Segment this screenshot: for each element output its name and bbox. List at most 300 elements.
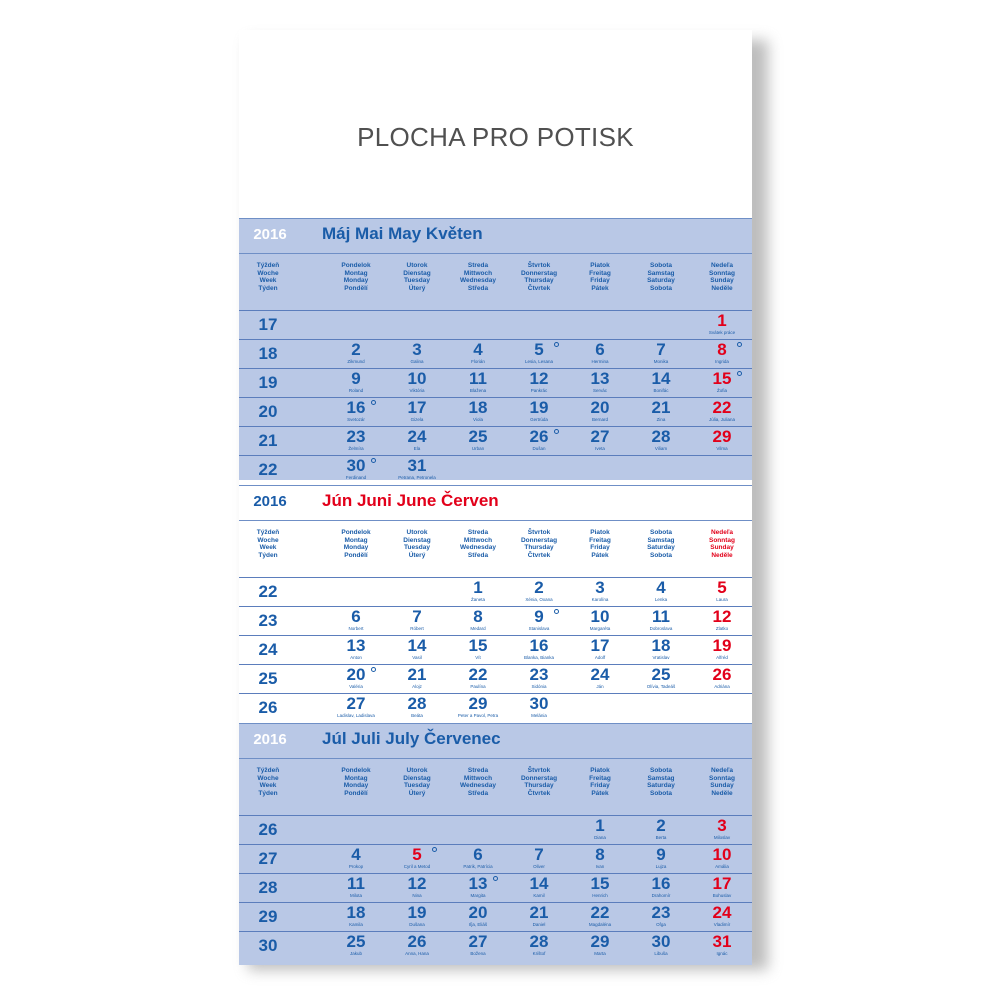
day-cell <box>575 874 636 900</box>
weekday-label: Piatok Freitag Friday Pátek <box>589 262 611 292</box>
day-cell <box>453 874 514 900</box>
day-cell <box>331 694 392 720</box>
day-cell <box>331 398 392 424</box>
day-number: 3 <box>717 816 727 835</box>
day-number: 13 <box>346 636 366 655</box>
name-day: Svetozár <box>347 417 365 422</box>
day-number: 15 <box>468 636 488 655</box>
week-number: 22 <box>258 460 278 479</box>
name-day: Ivan <box>595 864 605 869</box>
day-cell <box>697 665 758 691</box>
day-cell <box>575 578 636 604</box>
name-day: Lenka <box>654 597 668 602</box>
name-day: Ladislav, Ladislava <box>337 713 375 718</box>
day-cell <box>392 694 453 720</box>
day-number: 19 <box>712 636 732 655</box>
week-number: 21 <box>258 431 278 450</box>
day-number: 4 <box>656 578 666 597</box>
month-title-row <box>239 218 752 254</box>
day-number: 7 <box>412 607 422 626</box>
week-row <box>239 815 752 842</box>
name-day: Vasil <box>412 655 422 660</box>
day-number: 25 <box>468 427 488 446</box>
day-cell <box>453 694 514 720</box>
day-number: 20 <box>590 398 610 417</box>
day-number: 24 <box>407 427 427 446</box>
name-day: Vít <box>475 655 481 660</box>
name-day: Paulína <box>470 684 486 689</box>
day-cell <box>697 903 758 929</box>
month-year: 2016 <box>253 731 287 748</box>
print-area-label: PLOCHA PRO POTISK <box>357 122 634 152</box>
day-cell <box>514 932 575 958</box>
day-cell <box>575 932 636 958</box>
name-day: Gizela <box>410 417 424 422</box>
name-day: Laura <box>716 597 728 602</box>
day-cell <box>636 845 697 871</box>
day-cell <box>575 845 636 871</box>
day-number: 9 <box>656 845 666 864</box>
day-cell <box>575 398 636 424</box>
week-number: 30 <box>258 936 278 955</box>
name-day: Monika <box>653 359 669 364</box>
day-cell <box>453 636 514 662</box>
day-cell <box>697 340 758 366</box>
name-day: Ján <box>596 684 604 689</box>
name-day: Patrik, Patrícia <box>463 864 493 869</box>
day-cell <box>575 427 636 453</box>
week-row <box>239 844 752 871</box>
day-number: 30 <box>346 456 366 475</box>
day-number: 16 <box>529 636 549 655</box>
day-number: 5 <box>717 578 727 597</box>
week-label: Týždeň Woche Week Týden <box>256 767 280 797</box>
day-cell <box>514 398 575 424</box>
week-row <box>239 664 752 691</box>
day-cell <box>392 903 453 929</box>
weekday-label: Sobota Samstag Saturday Sobota <box>647 529 675 559</box>
name-day: Henrich <box>592 893 608 898</box>
day-number: 28 <box>407 694 427 713</box>
name-day: Cyril a Metod <box>403 864 431 869</box>
month-title: Júl Juli July Červenec <box>322 729 501 748</box>
name-day: Zikmund <box>347 359 365 364</box>
moon-phase-icon <box>554 342 559 347</box>
moon-phase-icon <box>371 458 376 463</box>
day-number: 2 <box>534 578 544 597</box>
day-number: 1 <box>473 578 483 597</box>
weekday-label: Piatok Freitag Friday Pátek <box>589 767 611 797</box>
day-number: 22 <box>590 903 610 922</box>
day-number: 6 <box>473 845 483 864</box>
day-number: 18 <box>468 398 488 417</box>
weekday-label: Utorok Dienstag Tuesday Úterý <box>403 529 431 559</box>
day-number: 21 <box>651 398 671 417</box>
day-cell <box>636 665 697 691</box>
day-number: 5 <box>412 845 422 864</box>
name-day: Karolína <box>591 597 609 602</box>
day-cell <box>453 932 514 958</box>
day-number: 27 <box>346 694 366 713</box>
day-cell <box>514 874 575 900</box>
day-cell <box>392 340 453 366</box>
day-number: 26 <box>712 665 732 684</box>
weekday-label: Nedeľa Sonntag Sunday Neděle <box>709 262 735 292</box>
day-number: 29 <box>712 427 732 446</box>
day-cell <box>575 816 636 842</box>
week-number: 29 <box>258 907 278 926</box>
day-cell <box>697 398 758 424</box>
weekday-label: Pondelok Montag Monday Pondělí <box>341 529 371 559</box>
day-number: 21 <box>529 903 549 922</box>
day-cell <box>453 665 514 691</box>
day-number: 27 <box>590 427 610 446</box>
day-cell <box>453 340 514 366</box>
week-row <box>239 902 752 929</box>
day-number: 10 <box>590 607 610 626</box>
week-label: Týždeň Woche Week Týden <box>256 262 280 292</box>
name-day: Kamila <box>349 922 363 927</box>
name-day: Dušan <box>532 446 546 451</box>
day-cell <box>514 369 575 395</box>
moon-phase-icon <box>737 371 742 376</box>
week-row <box>239 606 752 633</box>
day-cell <box>331 845 392 871</box>
name-day: Margita <box>470 893 486 898</box>
name-day: Sidónia <box>531 684 547 689</box>
name-day: Jakub <box>349 951 362 956</box>
day-cell <box>331 456 392 482</box>
day-number: 14 <box>529 874 549 893</box>
day-cell <box>697 427 758 453</box>
name-day: Ela <box>413 446 421 451</box>
name-day: Petrana, Petronela <box>398 475 436 480</box>
week-row <box>239 455 752 482</box>
day-cell <box>453 398 514 424</box>
day-number: 31 <box>712 932 732 951</box>
day-cell <box>453 903 514 929</box>
day-cell <box>697 932 758 958</box>
print-area <box>239 30 752 219</box>
day-number: 30 <box>651 932 671 951</box>
day-cell <box>697 607 758 633</box>
day-cell <box>575 636 636 662</box>
day-cell <box>453 427 514 453</box>
day-number: 7 <box>656 340 666 359</box>
name-day: Róbert <box>410 626 424 631</box>
day-cell <box>453 369 514 395</box>
name-day: Želmíra <box>348 446 364 451</box>
name-day: Zlatko <box>715 626 729 631</box>
week-row <box>239 577 752 604</box>
week-number: 20 <box>258 402 278 421</box>
day-number: 17 <box>590 636 610 655</box>
day-number: 19 <box>529 398 549 417</box>
day-cell <box>514 578 575 604</box>
day-number: 19 <box>407 903 427 922</box>
name-day: Medard <box>470 626 486 631</box>
day-number: 29 <box>468 694 488 713</box>
day-number: 25 <box>346 932 366 951</box>
week-label: Týždeň Woche Week Týden <box>256 529 280 559</box>
weekday-label: Pondelok Montag Monday Pondělí <box>341 262 371 292</box>
name-day: Miloslav <box>713 835 731 840</box>
name-day: Viktória <box>409 388 425 393</box>
day-cell <box>514 427 575 453</box>
name-day: Viola <box>473 417 483 422</box>
weekday-label: Utorok Dienstag Tuesday Úterý <box>403 767 431 797</box>
name-day: Gertrúda <box>530 417 548 422</box>
month-title: Jún Juni June Červen <box>322 491 499 510</box>
day-number: 16 <box>651 874 671 893</box>
day-cell <box>697 311 758 337</box>
day-cell <box>575 665 636 691</box>
day-cell <box>453 845 514 871</box>
week-row <box>239 426 752 453</box>
name-day: Dobroslava <box>649 626 673 631</box>
day-cell <box>514 903 575 929</box>
moon-phase-icon <box>371 400 376 405</box>
day-number: 24 <box>590 665 610 684</box>
day-cell <box>575 607 636 633</box>
weekday-label: Pondelok Montag Monday Pondělí <box>341 767 371 797</box>
name-day: Drahomír <box>651 893 671 898</box>
week-number: 28 <box>258 878 278 897</box>
moon-phase-icon <box>554 609 559 614</box>
day-number: 29 <box>590 932 610 951</box>
day-cell <box>453 607 514 633</box>
name-day: Ingrida <box>715 359 729 364</box>
day-number: 23 <box>651 903 671 922</box>
weekday-label: Štvrtok Donnerstag Thursday Čtvrtek <box>520 767 558 797</box>
day-number: 17 <box>407 398 427 417</box>
weekday-label: Štvrtok Donnerstag Thursday Čtvrtek <box>520 262 558 292</box>
day-number: 9 <box>534 607 544 626</box>
day-cell <box>697 816 758 842</box>
day-cell <box>697 636 758 662</box>
day-cell <box>636 340 697 366</box>
day-cell <box>697 845 758 871</box>
name-day: Valéria <box>349 684 363 689</box>
weekday-label: Sobota Samstag Saturday Sobota <box>647 767 675 797</box>
day-number: 18 <box>651 636 671 655</box>
day-cell <box>331 665 392 691</box>
moon-phase-icon <box>737 342 742 347</box>
day-cell <box>514 636 575 662</box>
day-cell <box>636 578 697 604</box>
day-cell <box>331 427 392 453</box>
day-cell <box>331 874 392 900</box>
weekday-label: Streda Mittwoch Wednesday Středa <box>459 262 496 292</box>
weekday-header <box>239 260 752 304</box>
day-number: 17 <box>712 874 732 893</box>
month-year: 2016 <box>253 493 287 510</box>
moon-phase-icon <box>432 847 437 852</box>
name-day: Alojz <box>412 684 422 689</box>
day-cell <box>392 607 453 633</box>
day-cell <box>636 932 697 958</box>
name-day: Amália <box>715 864 729 869</box>
month-block <box>239 485 752 717</box>
name-day: Dušana <box>409 922 425 927</box>
day-number: 11 <box>347 874 365 893</box>
name-day: Bohuslav <box>712 893 732 898</box>
name-day: Florián <box>471 359 485 364</box>
name-day: Milota <box>349 893 362 898</box>
weekday-label: Streda Mittwoch Wednesday Středa <box>459 529 496 559</box>
day-number: 26 <box>407 932 427 951</box>
name-day: Iľja, Eliáš <box>468 922 488 927</box>
day-number: 16 <box>346 398 366 417</box>
name-day: Hermina <box>591 359 609 364</box>
day-cell <box>636 903 697 929</box>
name-day: Nina <box>412 893 422 898</box>
name-day: Vratislav <box>652 655 670 660</box>
day-number: 25 <box>651 665 671 684</box>
day-number: 23 <box>529 665 549 684</box>
day-number: 30 <box>529 694 549 713</box>
name-day: Olívia, Tadeáš <box>646 684 676 689</box>
day-cell <box>392 427 453 453</box>
weekday-label: Utorok Dienstag Tuesday Úterý <box>403 262 431 292</box>
day-cell <box>514 694 575 720</box>
day-number: 13 <box>468 874 488 893</box>
day-cell <box>331 340 392 366</box>
weekday-label: Piatok Freitag Friday Pátek <box>589 529 611 559</box>
day-cell <box>392 932 453 958</box>
week-row <box>239 931 752 958</box>
name-day: Galina <box>410 359 424 364</box>
day-number: 15 <box>590 874 610 893</box>
week-number: 24 <box>258 640 278 659</box>
name-day: Žaneta <box>470 597 485 602</box>
name-day: Božena <box>470 951 486 956</box>
day-cell <box>636 636 697 662</box>
name-day: Krištof <box>532 951 546 956</box>
day-number: 1 <box>717 311 727 330</box>
name-day: Žofia <box>716 388 727 393</box>
name-day: Iveta <box>595 446 605 451</box>
day-number: 5 <box>534 340 544 359</box>
day-cell <box>331 369 392 395</box>
name-day: Urban <box>471 446 485 451</box>
day-number: 18 <box>346 903 366 922</box>
week-number: 23 <box>258 611 278 630</box>
name-day: Ignác <box>716 951 728 956</box>
day-number: 20 <box>346 665 366 684</box>
day-number: 13 <box>590 369 610 388</box>
day-cell <box>392 874 453 900</box>
week-number: 25 <box>258 669 278 688</box>
day-number: 12 <box>407 874 427 893</box>
day-cell <box>697 369 758 395</box>
week-number: 26 <box>258 698 278 717</box>
name-day: Magdaléna <box>588 922 612 927</box>
name-day: Anton <box>350 655 362 660</box>
day-cell <box>636 607 697 633</box>
day-number: 11 <box>652 607 670 626</box>
day-cell <box>575 340 636 366</box>
week-number: 19 <box>258 373 278 392</box>
name-day: Kamil <box>533 893 545 898</box>
day-cell <box>392 665 453 691</box>
weekday-label: Nedeľa Sonntag Sunday Neděle <box>709 529 735 559</box>
name-day: Oľga <box>656 922 666 927</box>
name-day: Servác <box>592 388 607 393</box>
day-cell <box>697 578 758 604</box>
day-number: 12 <box>529 369 549 388</box>
day-cell <box>514 607 575 633</box>
name-day: Adriána <box>714 684 730 689</box>
day-number: 8 <box>473 607 483 626</box>
name-day: Ferdinand <box>345 475 367 480</box>
moon-phase-icon <box>493 876 498 881</box>
name-day: Roland <box>348 388 364 393</box>
name-day: Viliam <box>654 446 668 451</box>
name-day: Pankrác <box>530 388 548 393</box>
day-number: 4 <box>473 340 483 359</box>
day-cell <box>514 845 575 871</box>
day-cell <box>392 369 453 395</box>
day-number: 2 <box>351 340 361 359</box>
day-number: 11 <box>469 369 487 388</box>
name-day: Vladimír <box>713 922 731 927</box>
month-title-row <box>239 723 752 759</box>
day-number: 8 <box>595 845 605 864</box>
name-day: Libuša <box>654 951 668 956</box>
day-number: 14 <box>407 636 427 655</box>
day-number: 20 <box>468 903 488 922</box>
day-number: 4 <box>351 845 361 864</box>
week-number: 17 <box>258 315 278 334</box>
week-row <box>239 635 752 662</box>
moon-phase-icon <box>554 429 559 434</box>
weekday-label: Sobota Samstag Saturday Sobota <box>647 262 675 292</box>
name-day: Peter a Pavol, Petra <box>457 713 499 718</box>
month-title-row <box>239 485 752 521</box>
week-row <box>239 339 752 366</box>
day-cell <box>636 369 697 395</box>
name-day: Stanislava <box>528 626 550 631</box>
day-cell <box>697 874 758 900</box>
week-row <box>239 310 752 337</box>
name-day: Júlia, Juliana <box>708 417 735 422</box>
month-block <box>239 218 752 480</box>
day-cell <box>331 903 392 929</box>
day-cell <box>453 578 514 604</box>
name-day: Svátek práce <box>708 330 736 335</box>
day-cell <box>392 398 453 424</box>
name-day: Blanka, Bianka <box>523 655 555 660</box>
day-number: 15 <box>712 369 732 388</box>
moon-phase-icon <box>371 667 376 672</box>
day-number: 10 <box>407 369 427 388</box>
day-cell <box>636 816 697 842</box>
week-row <box>239 397 752 424</box>
day-number: 24 <box>712 903 732 922</box>
week-row <box>239 368 752 395</box>
day-number: 22 <box>468 665 488 684</box>
name-day: Xénia, Oxana <box>525 597 553 602</box>
week-number: 22 <box>258 582 278 601</box>
day-cell <box>331 932 392 958</box>
day-cell <box>331 607 392 633</box>
name-day: Daniel <box>532 922 546 927</box>
day-number: 26 <box>529 427 549 446</box>
day-number: 27 <box>468 932 488 951</box>
day-cell <box>514 665 575 691</box>
day-number: 6 <box>351 607 361 626</box>
